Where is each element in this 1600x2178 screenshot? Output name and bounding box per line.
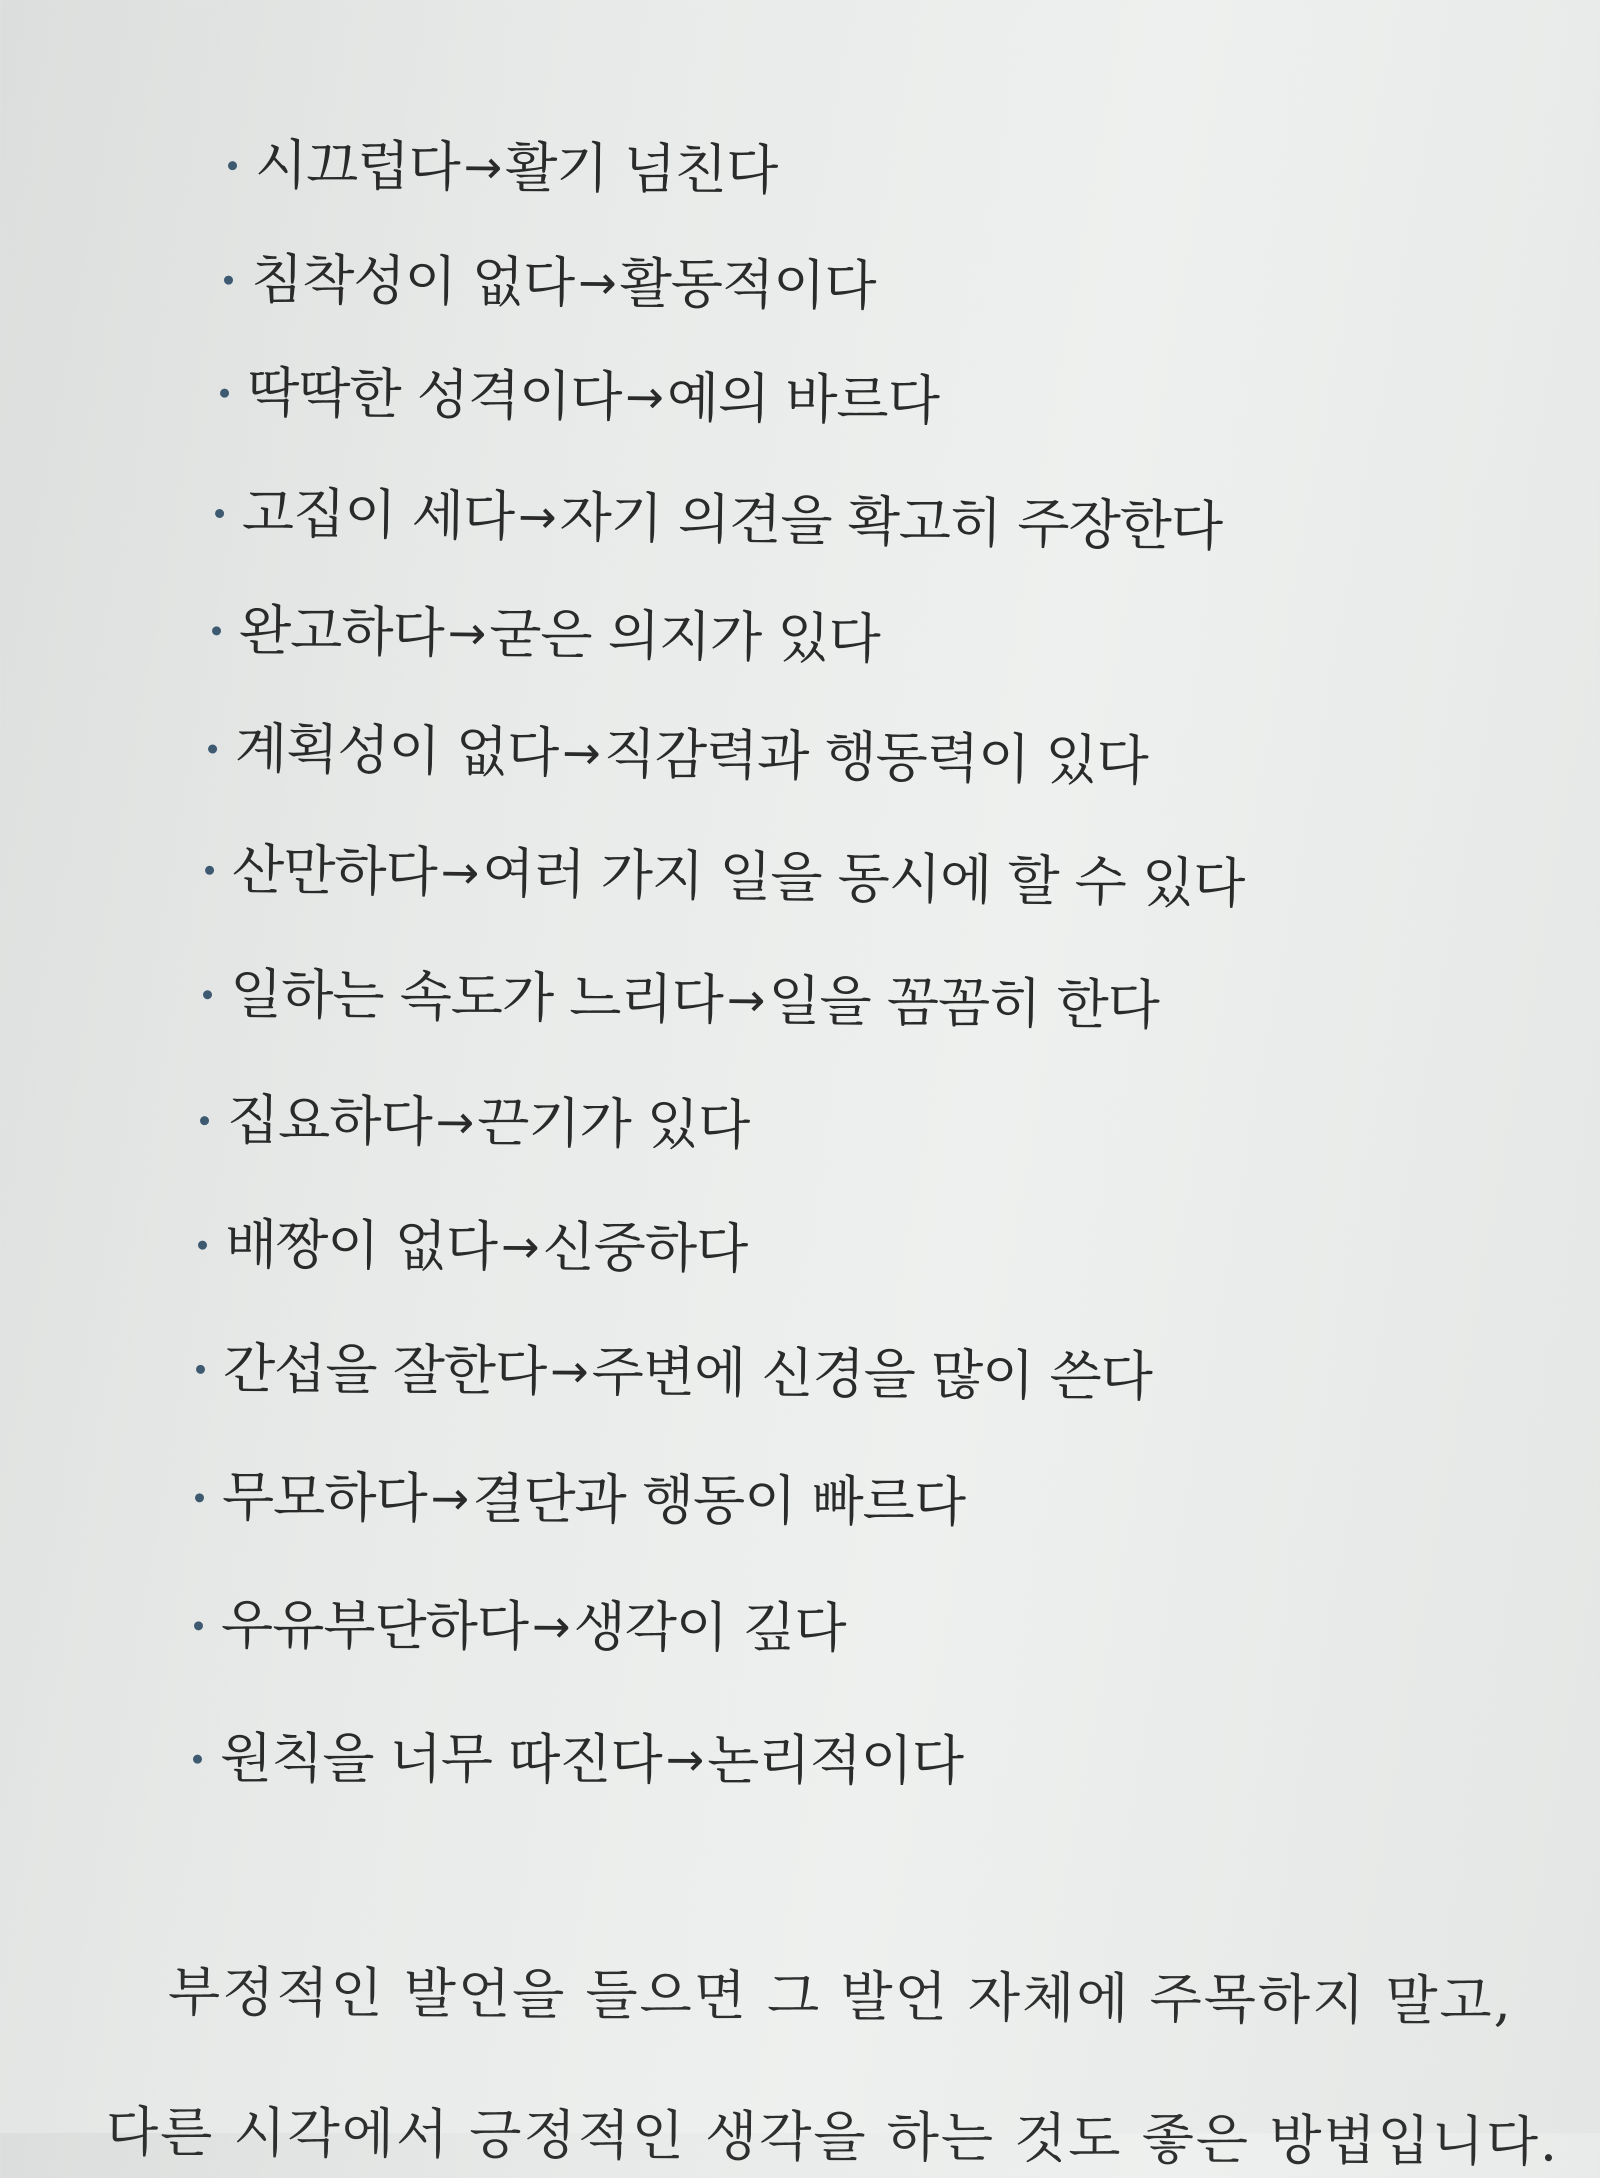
list-item [224,245,876,324]
bullet-icon [215,508,224,517]
list-item [203,959,1160,1043]
bullet-icon [200,1116,209,1125]
negative-trait: 배짱이 없다 [224,1212,498,1279]
arrow-icon: → [430,1470,469,1526]
list-item [193,1724,963,1799]
positive-trait: 여러 가지 일을 동시에 할 수 있다 [481,841,1245,916]
negative-trait: 계획성이 없다 [234,716,559,785]
bullet-icon [193,1754,202,1763]
list-item [195,1462,965,1539]
bullet-icon [224,275,233,284]
bullet-icon [194,1621,203,1630]
list-item [208,713,1149,798]
negative-trait: 딱딱한 성격이다 [246,360,622,429]
positive-trait: 예의 바르다 [666,366,940,433]
negative-trait: 고집이 세다 [241,481,515,549]
arrow-icon: → [517,489,556,544]
positive-trait: 일을 꼼꼼히 한다 [767,969,1160,1037]
arrow-icon: → [435,1094,474,1149]
bullet-icon [208,744,217,753]
positive-trait: 활기 넘친다 [504,136,778,202]
bullet-icon [228,161,237,170]
positive-trait: 굳은 의지가 있다 [488,602,881,671]
bullet-icon [195,1493,204,1502]
list-item [228,130,778,208]
list-item [220,358,940,439]
list-item [200,1085,750,1163]
negative-trait: 우유부단하다 [220,1593,529,1659]
list-item [196,1334,1152,1414]
bullet-icon [205,865,214,874]
negative-trait: 시끄럽다 [254,133,461,199]
arrow-icon: → [561,725,601,780]
list-item [215,478,1223,564]
negative-trait: 무모하다 [221,1465,427,1530]
positive-trait: 주변에 신경을 많이 쓴다 [591,1340,1153,1409]
positive-trait: 논리적이다 [707,1728,964,1793]
bullet-icon [196,1364,205,1373]
arrow-icon: → [440,845,479,900]
positive-trait: 결단과 행동이 빠르다 [471,1467,966,1534]
body-paragraph-line-2: 다른 시각에서 긍정적인 생각을 하는 것도 좋은 방법입니다. [105,2100,1560,2174]
body-paragraph-line-1: 부정적인 발언을 들으면 그 발언 자체에 주목하지 말고, [167,1960,1514,2033]
list-item [194,1590,846,1665]
arrow-icon: → [549,1343,588,1399]
list-item [212,595,881,676]
positive-trait: 끈기가 있다 [476,1091,750,1157]
negative-trait: 간섭을 잘한다 [222,1337,547,1403]
positive-trait: 생각이 깊다 [573,1595,846,1660]
arrow-icon: → [577,255,617,310]
arrow-icon: → [531,1599,570,1654]
negative-trait: 산만하다 [231,838,438,904]
negative-trait: 침착성이 없다 [250,247,575,315]
arrow-icon: → [625,369,664,425]
negative-trait: 원칙을 너무 따진다 [219,1726,662,1792]
list-item [198,1210,748,1287]
bullet-icon [203,990,212,999]
positive-trait: 자기 의견을 확고히 주장한다 [559,485,1223,559]
positive-trait: 신중하다 [542,1215,748,1281]
bullet-icon [220,388,229,397]
arrow-icon: → [726,972,765,1028]
bullet-icon [212,626,221,635]
arrow-icon: → [665,1732,704,1787]
negative-trait: 완고하다 [238,598,445,665]
positive-trait: 직감력과 행동력이 있다 [603,721,1149,793]
negative-trait: 일하는 속도가 느리다 [229,962,724,1032]
positive-trait: 활동적이다 [619,251,876,318]
bullet-icon [198,1240,207,1249]
arrow-icon: → [500,1219,539,1274]
arrow-icon: → [463,139,502,194]
negative-trait: 집요하다 [226,1088,433,1154]
arrow-icon: → [447,605,486,661]
list-item [205,835,1245,922]
